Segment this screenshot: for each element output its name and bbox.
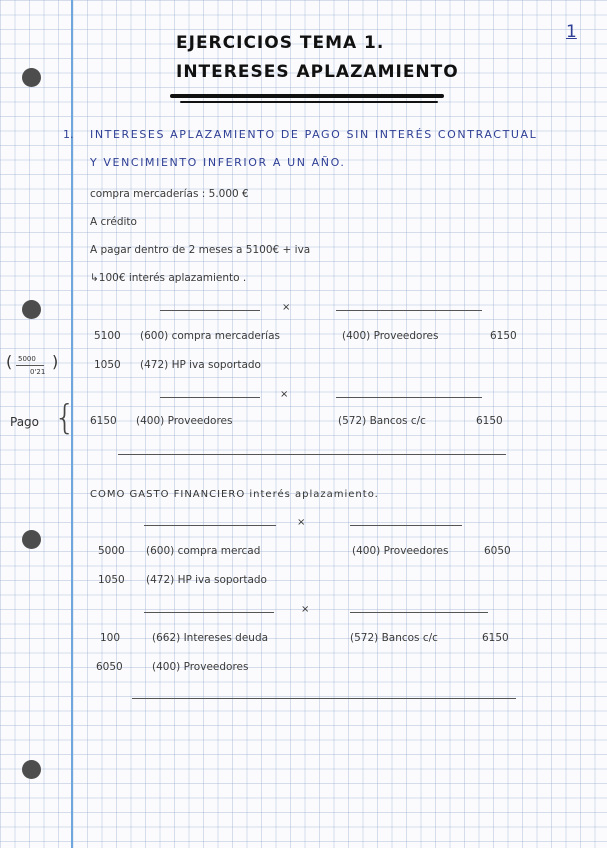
debit-account: (400) Proveedores: [152, 661, 249, 673]
note-line: A crédito: [90, 216, 137, 228]
debit-amount: 6050: [96, 661, 123, 673]
title-underline: [180, 101, 438, 103]
journal-rule: [350, 525, 462, 526]
note-line: A pagar dentro de 2 meses a 5100€ + iva: [90, 244, 311, 256]
journal-rule: [160, 310, 260, 311]
binder-hole: [22, 68, 41, 87]
debit-amount: 6150: [90, 415, 117, 427]
pago-label: Pago: [10, 415, 40, 429]
journal-rule: [336, 397, 482, 398]
credit-amount: 6150: [482, 632, 509, 644]
binder-hole: [22, 530, 41, 549]
margin-paren-open: (: [6, 352, 13, 371]
credit-account: (400) Proveedores: [342, 330, 439, 342]
margin-calc-bottom: 0'21: [30, 368, 46, 376]
page-title-line2: INTERESES APLAZAMIENTO: [176, 62, 459, 82]
journal-rule: [144, 525, 276, 526]
section-title: COMO GASTO FINANCIERO interés aplazamiento.: [90, 489, 379, 500]
journal-rule: [350, 612, 488, 613]
exercise-number: 1.: [63, 128, 74, 141]
margin-paren-close: ): [52, 352, 59, 371]
margin-calc-top: 5000: [18, 355, 36, 363]
journal-rule: [132, 698, 516, 699]
journal-separator: ×: [301, 604, 310, 615]
journal-separator: ×: [297, 517, 306, 528]
debit-amount: 1050: [94, 359, 121, 371]
binder-hole: [22, 300, 41, 319]
credit-amount: 6050: [484, 545, 511, 557]
journal-rule: [144, 612, 274, 613]
journal-separator: ×: [280, 389, 289, 400]
debit-account: (600) compra mercaderías: [140, 330, 280, 342]
debit-amount: 100: [100, 632, 121, 644]
credit-amount: 6150: [476, 415, 503, 427]
note-line: compra mercaderías : 5.000 €: [90, 188, 249, 200]
exercise-heading-line2: Y VENCIMIENTO INFERIOR A UN AÑO.: [90, 156, 346, 169]
debit-amount: 1050: [98, 574, 125, 586]
credit-account: (572) Bancos c/c: [350, 632, 438, 644]
pago-brace: {: [54, 398, 76, 438]
debit-amount: 5000: [98, 545, 125, 557]
margin-calc-rule: [16, 365, 44, 366]
journal-separator: ×: [282, 302, 291, 313]
credit-account: (400) Proveedores: [352, 545, 449, 557]
title-underline: [170, 94, 444, 98]
credit-account: (572) Bancos c/c: [338, 415, 426, 427]
credit-amount: 6150: [490, 330, 517, 342]
note-line: ↳100€ interés aplazamiento .: [90, 272, 247, 284]
journal-rule: [118, 454, 506, 455]
page-title-line1: EJERCICIOS TEMA 1.: [176, 33, 385, 53]
debit-account: (472) HP iva soportado: [140, 359, 261, 371]
page-number: 1: [566, 22, 577, 42]
debit-amount: 5100: [94, 330, 121, 342]
debit-account: (600) compra mercad: [146, 545, 261, 557]
debit-account: (400) Proveedores: [136, 415, 233, 427]
debit-account: (662) Intereses deuda: [152, 632, 269, 644]
exercise-heading-line1: INTERESES APLAZAMIENTO DE PAGO SIN INTERÉS CONTRACTUAL: [90, 128, 538, 141]
binder-hole: [22, 760, 41, 779]
debit-account: (472) HP iva soportado: [146, 574, 267, 586]
journal-rule: [336, 310, 482, 311]
journal-rule: [160, 397, 260, 398]
